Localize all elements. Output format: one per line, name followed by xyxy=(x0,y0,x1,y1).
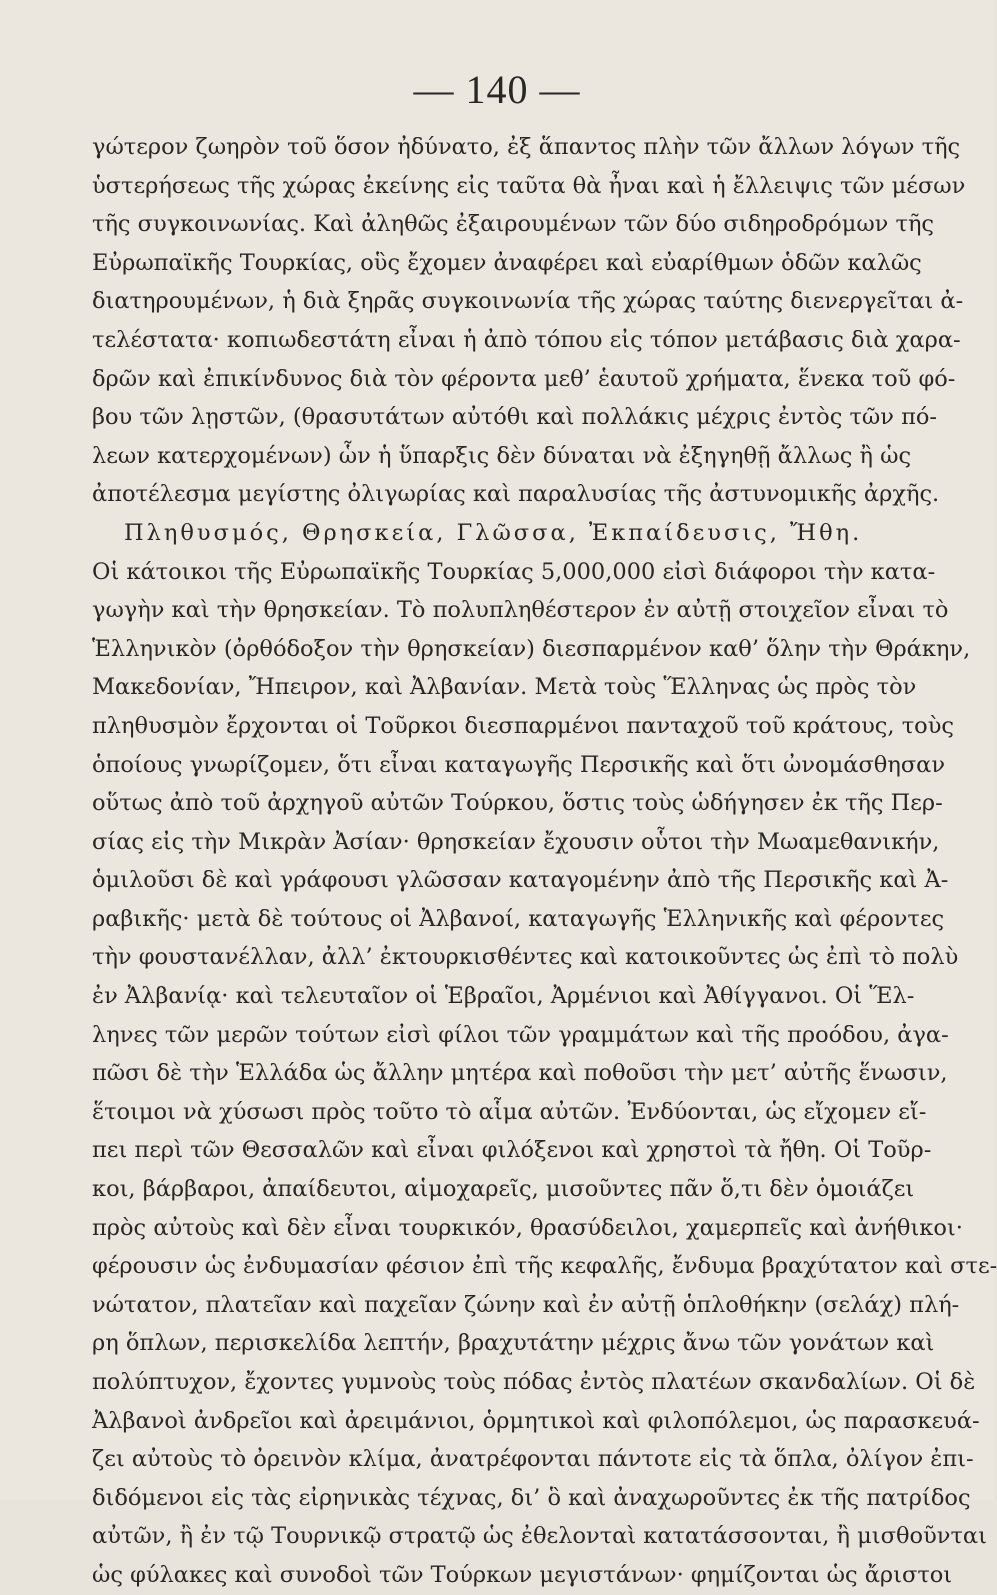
text-line: δρῶν καὶ ἐπικίνδυνος διὰ τὸν φέροντα μεθ’ ἑαυτοῦ χρήματα, ἕνεκα τοῦ φό- xyxy=(92,365,956,392)
text-line: νώτατον, πλατεῖαν καὶ παχεῖαν ζώνην καὶ ἐν αὐτῇ ὁπλοθήκην (σελάχ) πλή- xyxy=(92,1291,960,1318)
text-line: φέρουσιν ὡς ἐνδυμασίαν φέσιον ἐπὶ τῆς κεφαλῆς, ἔνδυμα βραχύτατον καὶ στε- xyxy=(92,1253,997,1280)
text-line: ὑστερήσεως τῆς χώρας ἐκείνης εἰς ταῦτα θὰ ἦναι καὶ ἡ ἔλλειψις τῶν μέσων xyxy=(92,172,966,199)
text-line: ρη ὅπλων, περισκελίδα λεπτήν, βραχυτάτην μέχρις ἄνω τῶν γονάτων καὶ xyxy=(92,1330,935,1357)
text-line: γωγὴν καὶ τὴν θρησκείαν. Τὸ πολυπληθέστερον ἐν αὐτῇ στοιχεῖον εἶναι τὸ xyxy=(92,597,949,624)
text-line: Μακεδονίαν, Ἤπειρον, καὶ Ἀλβανίαν. Μετὰ τοὺς Ἕλληνας ὡς πρὸς τὸν xyxy=(92,674,917,701)
text-line: τῆς συγκοινωνίας. Καὶ ἀληθῶς ἐξαιρουμένων τῶν δύο σιδηροδρόμων τῆς xyxy=(92,211,935,238)
text-line: Ἀλβανοὶ ἀνδρεῖοι καὶ ἀρειμάνιοι, ὁρμητικοὶ καὶ φιλοπόλεμοι, ὡς παρασκευά- xyxy=(92,1407,980,1434)
text-line: Ἑλληνικὸν (ὀρθόδοξον τὴν θρησκείαν) διεσπαρμένον καθ’ ὅλην τὴν Θράκην, xyxy=(92,635,971,662)
text-line: ὁμιλοῦσι δὲ καὶ γράφουσι γλῶσσαν καταγομένην ἀπὸ τῆς Περσικῆς καὶ Ἀ- xyxy=(92,867,949,894)
text-line: ζει αὐτοὺς τὸ ὀρεινὸν κλίμα, ἀνατρέφονται πάντοτε εἰς τὰ ὅπλα, ὀλίγον ἐπι- xyxy=(92,1446,974,1473)
text-line: σίας εἰς τὴν Μικρὰν Ἀσίαν· θρησκείαν ἔχουσιν οὗτοι τὴν Μωαμεθανικήν, xyxy=(92,828,940,855)
text-line: αὐτῶν, ἢ ἐν τῷ Τουρνικῷ στρατῷ ὡς ἐθελονταὶ κατατάσσονται, ἢ μισθοῦνται xyxy=(92,1523,987,1550)
text-line: ἀποτέλεσμα μεγίστης ὀλιγωρίας καὶ παραλυσίας τῆς ἀστυνομικῆς ἀρχῆς. xyxy=(92,481,940,508)
text-line: ἐν Ἀλβανίᾳ· καὶ τελευταῖον οἱ Ἑβραῖοι, Ἀρμένιοι καὶ Ἀθίγγανοι. Οἱ Ἕλ- xyxy=(92,983,915,1010)
text-line: ὁποίους γνωρίζομεν, ὅτι εἶναι καταγωγῆς Περσικῆς καὶ ὅτι ὠνομάσθησαν xyxy=(92,751,946,778)
text-line: λεων κατερχομένων) ὧν ἡ ὕπαρξις δὲν δύναται νὰ ἐξηγηθῇ ἄλλως ἢ ὡς xyxy=(92,442,912,469)
text-line: πληθυσμὸν ἔρχονται οἱ Τοῦρκοι διεσπαρμένοι πανταχοῦ τοῦ κράτους, τοὺς xyxy=(92,712,954,739)
text-line: Εὐρωπαϊκῆς Τουρκίας, οὓς ἔχομεν ἀναφέρει καὶ εὐαρίθμων ὁδῶν καλῶς xyxy=(92,249,922,276)
text-line: γώτερον ζωηρὸν τοῦ ὅσον ἠδύνατο, ἐξ ἅπαντος πλὴν τῶν ἄλλων λόγων τῆς xyxy=(92,134,961,160)
text-line: ληνες τῶν μερῶν τούτων εἰσὶ φίλοι τῶν γραμμάτων καὶ τῆς προόδου, ἀγα- xyxy=(92,1021,949,1048)
text-line: πρὸς αὐτοὺς καὶ δὲν εἶναι τουρκικόν, θρασύδειλοι, χαμερπεῖς καὶ ἀνήθικοι· xyxy=(92,1214,963,1241)
text-line: πει περὶ τῶν Θεσσαλῶν καὶ εἶναι φιλόξενοι καὶ χρηστοὶ τὰ ἤθη. Οἱ Τοῦρ- xyxy=(92,1137,932,1164)
body-text xyxy=(92,128,997,1595)
text-line: Οἱ κάτοικοι τῆς Εὐρωπαϊκῆς Τουρκίας 5,000,000 εἰσὶ διάφοροι τὴν κατα- xyxy=(92,558,936,585)
page-number: — 140 — xyxy=(413,67,581,112)
text-line: πῶσι δὲ τὴν Ἑλλάδα ὡς ἄλλην μητέρα καὶ ποθοῦσι τὴν μετ’ αὐτῆς ἕνωσιν, xyxy=(92,1060,948,1087)
text-line: ὡς φύλακες καὶ συνοδοὶ τῶν Τούρκων μεγιστάνων· φημίζονται ὡς ἄριστοι xyxy=(92,1561,953,1588)
text-line: οὕτως ἀπὸ τοῦ ἀρχηγοῦ αὐτῶν Τούρκου, ὅστις τοὺς ὡδήγησεν ἐκ τῆς Περ- xyxy=(92,790,943,817)
text-line: τὴν φουστανέλλαν, ἀλλ’ ἐκτουρκισθέντες καὶ κατοικοῦντες ὡς ἐπὶ τὸ πολὺ xyxy=(92,944,959,971)
text-line: βου τῶν λῃστῶν, (θρασυτάτων αὐτόθι καὶ πολλάκις μέχρις ἐντὸς τῶν πό- xyxy=(92,404,938,431)
text-line: τελέστατα· κοπιωδεστάτη εἶναι ἡ ἀπὸ τόπου εἰς τόπον μετάβασις διὰ χαρα- xyxy=(92,326,961,353)
section-heading: Πληθυσμός, Θρησκεία, Γλῶσσα, Ἐκπαίδευσις, Ἤθη. xyxy=(124,519,863,546)
text-line: ἕτοιμοι νὰ χύσωσι πρὸς τοῦτο τὸ αἷμα αὐτῶν. Ἐνδύονται, ὡς εἴχομεν εἴ- xyxy=(92,1098,927,1125)
text-line: πολύπτυχον, ἔχοντες γυμνοὺς τοὺς πόδας ἐντὸς πλατέων σκανδαλίων. Οἱ δὲ xyxy=(92,1369,976,1395)
text-line: κοι, βάρβαροι, ἀπαίδευτοι, αἱμοχαρεῖς, μισοῦντες πᾶν ὅ,τι δὲν ὁμοιάζει xyxy=(92,1176,915,1203)
text-line: διδόμενοι εἰς τὰς εἰρηνικὰς τέχνας, δι’ ὃ καὶ ἀναχωροῦντες ἐκ τῆς πατρίδος xyxy=(92,1484,971,1511)
text-line: ραβικῆς· μετὰ δὲ τούτους οἱ Ἀλβανοί, καταγωγῆς Ἑλληνικῆς καὶ φέροντες xyxy=(92,905,945,932)
text-line: διατηρουμένων, ἡ διὰ ξηρᾶς συγκοινωνία τῆς χώρας ταύτης διενεργεῖται ἀ- xyxy=(92,288,964,315)
